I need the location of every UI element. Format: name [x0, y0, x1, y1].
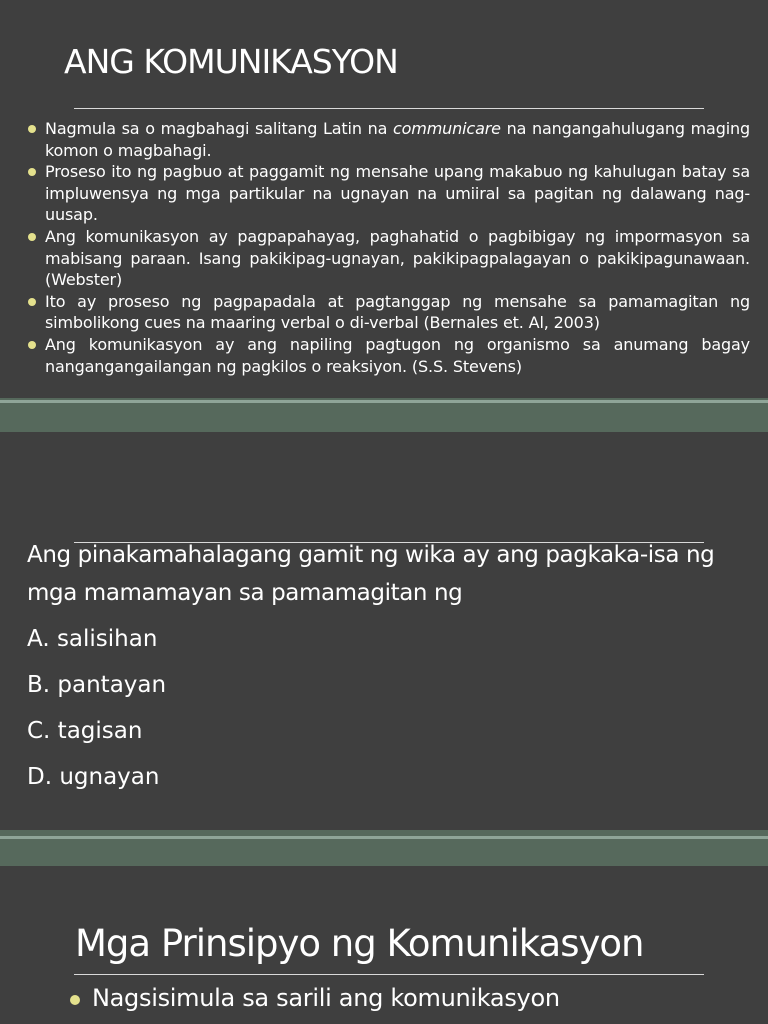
separator-highlight [0, 400, 768, 403]
slide-2 [0, 432, 768, 830]
bullet-dot-icon [28, 168, 36, 176]
bullet-emphasis: communicare [392, 119, 501, 138]
bullet-item [28, 334, 750, 377]
bullet-text: Proseso ito ng pagbuo at paggamit ng mensahe upang makabuo ng kahulugan batay sa impluwensya ng mga partikular na ugnayan na umiiral sa pagitan ng dalawang nag-uusap. [45, 162, 750, 225]
bullet-list [28, 118, 750, 377]
bullet-item [28, 118, 750, 161]
quiz-block [27, 536, 727, 796]
option-d: D. ugnayan [27, 764, 160, 790]
title-divider [74, 974, 704, 975]
bullet-text: Nagmula sa o magbahagi salitang Latin na [45, 119, 393, 138]
bullet-item [28, 291, 750, 334]
bullet-text: Ang komunikasyon ay pagpapahayag, paghahatid o pagbibigay ng impormasyon sa mabisang paraan. Isang pakikipag-ugnayan, pakikipagpalagayan o pakikipagunawaan. (Webster) [45, 226, 750, 290]
bullet-dot-icon [28, 341, 36, 349]
bullet-text: Ito ay proseso ng pagpapadala at pagtanggap ng mensahe sa pamamagitan ng simbolikong cues na maaring verbal o di-verbal (Bernales et. Al, 2003) [45, 291, 750, 333]
slide-3 [0, 866, 768, 1024]
bullet-item [70, 984, 560, 1012]
separator-highlight [0, 836, 768, 839]
bullet-item [28, 161, 750, 226]
bullet-item [28, 226, 750, 291]
bullet-dot-icon [28, 298, 36, 306]
option-a: A. salisihan [27, 626, 158, 652]
slide-title: Mga Prinsipyo ng Komunikasyon [75, 922, 644, 965]
option-c: C. tagisan [27, 718, 143, 744]
slide-separator [0, 830, 768, 866]
bullet-text: Nagsisimula sa sarili ang komunikasyon [92, 984, 560, 1012]
slide-title: ANG KOMUNIKASYON [64, 42, 398, 81]
bullet-dot-icon [28, 233, 36, 241]
title-divider [74, 108, 704, 109]
bullet-dot-icon [28, 125, 36, 133]
quiz-question: Ang pinakamahalagang gamit ng wika ay ang pagkaka-isa ng mga mamamayan sa pamamagitan ng [27, 542, 715, 606]
bullet-text: Ang komunikasyon ay ang napiling pagtugon ng organismo sa anumang bagay nangangangailangan ng pagkilos o reaksiyon. (S.S. Stevens) [45, 334, 750, 376]
slide-separator [0, 398, 768, 432]
bullet-dot-icon [70, 995, 80, 1005]
slide-1 [0, 0, 768, 398]
bullet-text: na nangangahulugang maging komon o magbahagi. [45, 119, 751, 160]
option-b: B. pantayan [27, 672, 167, 698]
